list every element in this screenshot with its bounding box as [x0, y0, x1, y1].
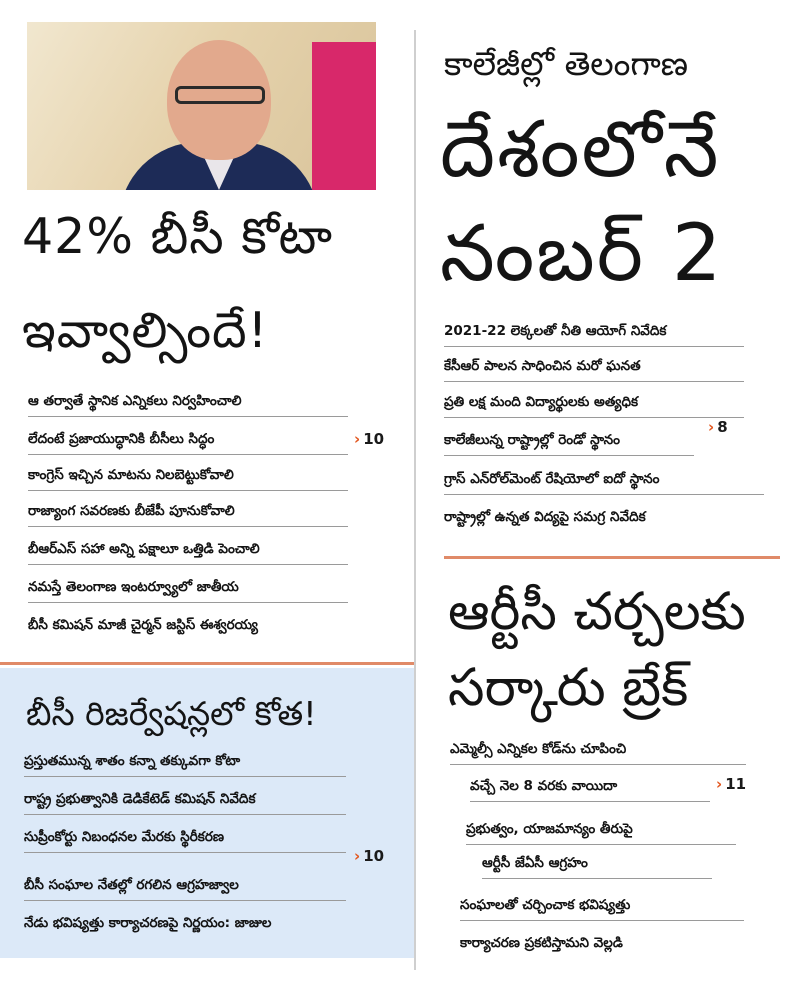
list-item: సుప్రీంకోర్టు నిబంధనల మేరకు స్థిరీకరణ [24, 828, 346, 853]
section-rule [0, 662, 414, 665]
page-ref-rtc[interactable]: › 11 [716, 775, 747, 793]
list-item: గ్రాస్ ఎన్‌రోల్‌మెంట్ రేషియోలో ఐదో స్థానం [444, 470, 764, 495]
list-item: ఎమ్మెల్సీ ఎన్నికల కోడ్‌ను చూపించి [450, 740, 746, 765]
list-item: సంఘాలతో చర్చించాక భవిష్యత్తు [460, 896, 744, 921]
bc-reservation-headline[interactable]: బీసీ రిజర్వేషన్లలో కోత! [26, 694, 317, 733]
college-headline-line1[interactable]: దేశంలోనే [440, 105, 721, 195]
bc-quota-headline-line1[interactable]: 42% బీసీ కోటా [22, 208, 334, 265]
list-item: కాంగ్రెస్ ఇచ్చిన మాటను నిలబెట్టుకోవాలి [28, 466, 348, 491]
list-item: ప్రభుత్వం, యాజమాన్యం తీరుపై [466, 820, 736, 845]
list-item: లేదంటే ప్రజాయుద్ధానికి బీసీలు సిద్ధం [28, 430, 348, 455]
bc-quota-headline-line2[interactable]: ఇవ్వాల్సిందే! [22, 302, 269, 359]
page-ref-left[interactable]: › 10 [354, 430, 385, 448]
list-item: రాజ్యాంగ సవరణకు బీజేపీ పూనుకోవాలి [28, 502, 348, 527]
list-item: నమస్తే తెలంగాణ ఇంటర్వ్యూలో జాతీయ [28, 578, 348, 603]
page-ref-college[interactable]: › 8 [708, 418, 728, 436]
column-divider [414, 30, 416, 970]
chevron-right-icon: › [354, 430, 361, 448]
college-kicker[interactable]: కాలేజీల్లో తెలంగాణ [444, 44, 689, 83]
list-item: వచ్చే నెల 8 వరకు వాయిదా [470, 777, 710, 802]
chevron-right-icon: › [716, 775, 723, 793]
list-item: బీసీ కమిషన్ మాజీ చైర్మన్ జస్టిస్ ఈశ్వరయ్య [28, 617, 258, 633]
list-item: రాష్ట్రాల్లో ఉన్నత విద్యపై సమగ్ర నివేదిక [444, 509, 646, 525]
chevron-right-icon: › [354, 847, 361, 865]
list-item: 2021-22 లెక్కలతో నీతి ఆయోగ్ నివేదిక [444, 322, 744, 347]
section-rule [444, 556, 780, 559]
list-item: రాష్ట్ర ప్రభుత్వానికి డెడికేటెడ్ కమిషన్ నివేదిక [24, 790, 346, 815]
list-item: ప్రతి లక్ష మంది విద్యార్థులకు అత్యధిక [444, 393, 744, 418]
list-item: నేడు భవిష్యత్తు కార్యాచరణపై నిర్ణయం: జాజుల [24, 915, 272, 931]
photo-glasses [175, 86, 265, 104]
portrait-photo [27, 22, 376, 190]
list-item: ప్రస్తుతమున్న శాతం కన్నా తక్కువగా కోటా [24, 752, 346, 777]
list-item: ఆర్టీసీ జేఏసీ ఆగ్రహం [482, 854, 712, 879]
list-item: కార్యాచరణ ప్రకటిస్తామని వెల్లడి [460, 935, 623, 951]
list-item: బీఆర్ఎస్ సహా అన్ని పక్షాలూ ఒత్తిడి పెంచాలి [28, 540, 348, 565]
list-item: కాలేజీలున్న రాష్ట్రాల్లో రెండో స్థానం [444, 431, 694, 456]
list-item: ఆ తర్వాతే స్థానిక ఎన్నికలు నిర్వహించాలి [28, 392, 348, 417]
list-item: కేసీఆర్ పాలన సాధించిన మరో ఘనత [444, 357, 744, 382]
college-headline-line2[interactable]: నంబర్ 2 [440, 209, 724, 299]
chevron-right-icon: › [708, 418, 715, 436]
list-item: బీసీ సంఘాల నేతల్లో రగలిన ఆగ్రహజ్వాల [24, 876, 346, 901]
photo-background-panel [312, 42, 376, 190]
page-ref-box[interactable]: › 10 [354, 847, 385, 865]
rtc-headline-line2[interactable]: సర్కారు బ్రేక్ [448, 658, 689, 718]
rtc-headline-line1[interactable]: ఆర్టీసీ చర్చలకు [448, 582, 746, 642]
